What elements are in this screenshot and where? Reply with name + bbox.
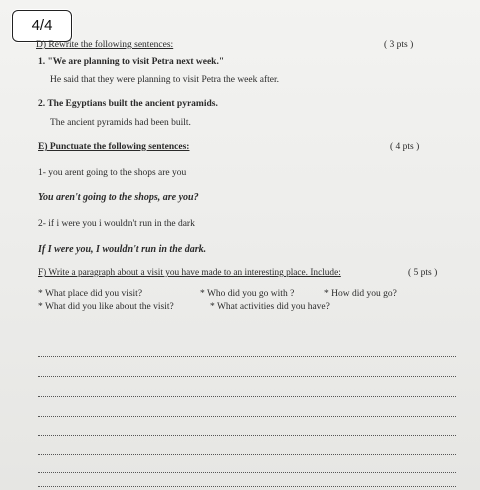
page-number-badge: 4/4	[12, 10, 72, 42]
section-d-item-1-answer: He said that they were planning to visit Petra the week after.	[50, 75, 279, 85]
section-d-item-1-prompt: 1. "We are planning to visit Petra next week."	[38, 57, 225, 67]
writing-line[interactable]	[38, 435, 456, 436]
writing-line[interactable]	[38, 472, 456, 473]
section-f-points: ( 5 pts )	[408, 268, 438, 278]
section-f-question-5: * What activities did you have?	[210, 302, 330, 312]
section-e-item-1-prompt: 1- you arent going to the shops are you	[38, 168, 187, 178]
writing-line[interactable]	[38, 376, 456, 377]
section-e-item-2-answer: If I were you, I wouldn't run in the dark.	[38, 244, 207, 255]
section-f-heading: F) Write a paragraph about a visit you have made to an interesting place. Include:	[38, 268, 341, 278]
section-e-points: ( 4 pts )	[390, 142, 420, 152]
writing-line[interactable]	[38, 416, 456, 417]
section-d-points: ( 3 pts )	[384, 40, 414, 50]
writing-line[interactable]	[38, 356, 456, 357]
section-d-item-2-answer: The ancient pyramids had been built.	[50, 118, 191, 128]
section-f-question-3: * How did you go?	[324, 289, 397, 299]
section-e-item-1-answer: You aren't going to the shops, are you?	[38, 192, 199, 203]
section-e-item-2-prompt: 2- if i were you i wouldn't run in the dark	[38, 219, 195, 229]
section-d-heading: D) Rewrite the following sentences:	[36, 40, 174, 50]
section-d-item-2-prompt: 2. The Egyptians built the ancient pyramids.	[38, 99, 218, 109]
writing-line[interactable]	[38, 396, 456, 397]
section-f-question-1: * What place did you visit?	[38, 289, 143, 299]
section-f-question-2: * Who did you go with ?	[200, 289, 295, 299]
section-f-question-4: * What did you like about the visit?	[38, 302, 174, 312]
writing-line[interactable]	[38, 454, 456, 455]
section-e-heading: E) Punctuate the following sentences:	[38, 142, 190, 152]
writing-line[interactable]	[38, 486, 456, 487]
